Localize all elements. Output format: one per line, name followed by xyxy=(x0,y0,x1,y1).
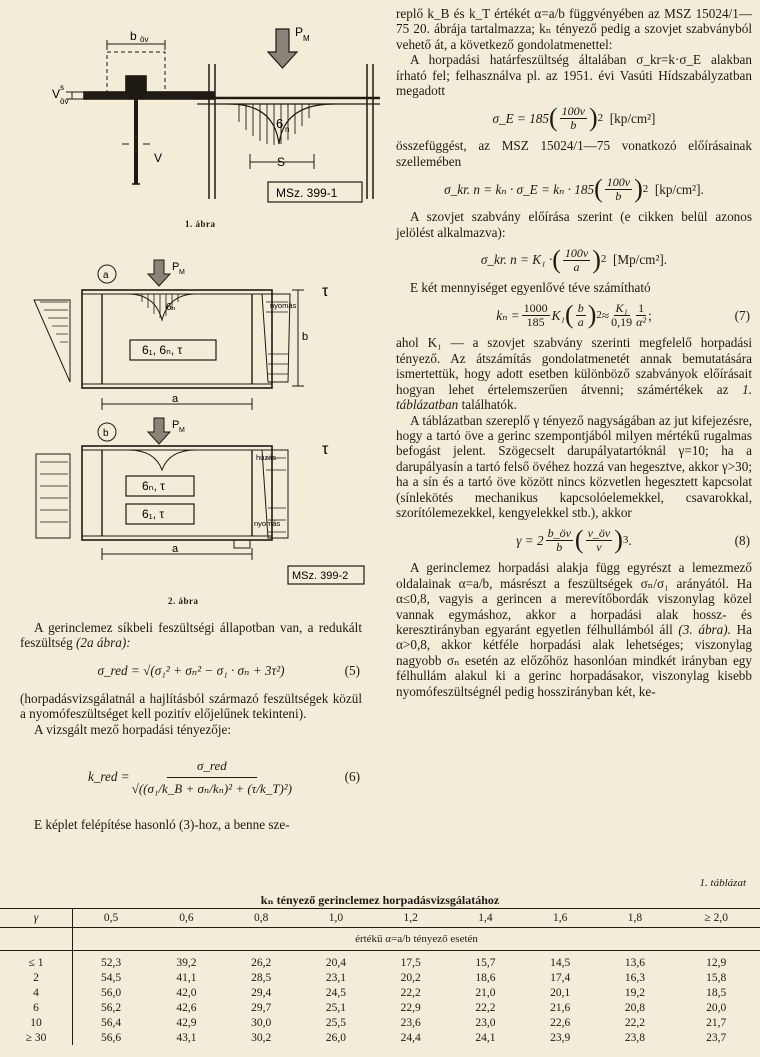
equation-skrn: σ_kr. n = kₙ · σ_E = kₙ · 185 ( $\frac{100v}{b}$ ) 2 [kp/cm²]. xyxy=(444,174,704,204)
eq7-approx: ≈ xyxy=(601,307,610,323)
table-cell: 13,6 xyxy=(624,956,646,969)
table-cell: 30,2 xyxy=(251,1031,272,1044)
table-cell: 41,1 xyxy=(176,971,197,984)
table-cell: 30,0 xyxy=(251,1016,272,1029)
fig1-pm: P xyxy=(295,25,304,39)
table-cell: 23,9 xyxy=(550,1031,571,1044)
table-gamma-cell: 6 xyxy=(0,1000,73,1015)
eq8-f2d: v xyxy=(596,539,602,554)
eqK-num: 100v xyxy=(606,174,631,189)
table-cell: 22,9 xyxy=(400,1001,421,1014)
eq7-f2d: a xyxy=(577,314,584,329)
table-alpha-header: 1,6 xyxy=(523,909,598,928)
table-cell: 42,6 xyxy=(176,1001,197,1014)
eqK-unit: [kp/cm²]. xyxy=(654,181,704,197)
fig1-v-sup: s xyxy=(60,83,64,92)
eq7-f4n: 1 xyxy=(638,300,645,315)
table-cell: 18,5 xyxy=(706,986,727,999)
eq7-f3n: K₁ xyxy=(615,300,628,315)
right-p6-ref: 1. táblázatban xyxy=(396,381,752,413)
kn-table xyxy=(0,908,760,1045)
fig2-sigma-n-a: 6ₙ xyxy=(166,302,176,313)
eq7-f3d: 0,19 xyxy=(611,314,633,329)
fig2-box-b1: 6ₙ, τ xyxy=(142,479,165,493)
right-p1: replő k_B és k_T értékét α=a/b függvényében az MSZ 15024/1—75 20. ábrája tartalmazza; kₙ tényező pedig a szovjet szabványból vehető át, a következő gondolatmenettel: xyxy=(396,6,752,52)
table-row xyxy=(0,1000,760,1015)
eqS-unit: [Mp/cm²]. xyxy=(612,252,668,268)
eqS-num: 100v xyxy=(564,245,589,260)
table-cell: 56,6 xyxy=(100,1031,122,1044)
table-title: kₙ tényező gerinclemez horpadásvizsgálatához xyxy=(260,893,500,907)
fig2-nyomas-a: nyomás xyxy=(270,301,297,310)
table-cell: 18,6 xyxy=(475,971,496,984)
fig2-tau-b: τ xyxy=(322,441,329,458)
table-cell: 17,5 xyxy=(400,956,421,969)
table-gamma-cell: ≥ 30 xyxy=(0,1030,73,1045)
table-row xyxy=(0,970,760,985)
table-cell: 23,1 xyxy=(325,971,347,984)
figure-1 xyxy=(14,4,380,204)
table-cell: 14,5 xyxy=(550,956,571,969)
eq6-number: (6) xyxy=(344,769,360,785)
table-gamma-cell: 4 xyxy=(0,985,73,1000)
table-cell: 24,1 xyxy=(475,1031,496,1044)
table-cell: 22,2 xyxy=(624,1016,646,1029)
fig1-caption: 1. ábra xyxy=(185,219,216,229)
eq7-f2n: b xyxy=(577,300,584,315)
left-p4: E képlet felépítése hasonló (3)-hoz, a benne sze- xyxy=(34,817,290,833)
table-cell: 56,2 xyxy=(100,1001,122,1014)
table-gamma-cell: 10 xyxy=(0,1015,73,1030)
table-cell: 20,8 xyxy=(624,1001,646,1014)
eq6-lhs: k_red = xyxy=(87,769,130,785)
fig2-b-label: b xyxy=(302,331,309,343)
table-cell: 24,5 xyxy=(325,986,347,999)
right-p4: A szovjet szabvány előírása szerint (e cikken belül azonos jelölést alkalmazva): xyxy=(396,209,752,240)
table-alpha-header: 1,8 xyxy=(598,909,673,928)
table-alpha-header: 1,2 xyxy=(373,909,448,928)
table-cell: 52,3 xyxy=(100,956,122,969)
table-alpha-header: 1,4 xyxy=(448,909,523,928)
eq7-f1d: 185 xyxy=(526,314,545,329)
table-cell: 42,0 xyxy=(176,986,197,999)
right-p3: összefüggést, az MSZ 15024/1—75 vonatkozó előírásainak szellemében xyxy=(396,138,752,169)
table-cell: 29,4 xyxy=(251,986,272,999)
equation-8: γ = 2 $\frac{b\_öv}{b}$ ( $\frac{v\_öv}{v}$ ) 3 . (8) xyxy=(516,525,750,555)
eq7-lhs: kₙ = xyxy=(496,307,520,323)
fig2-circ-a: a xyxy=(103,270,109,281)
eqE-unit: [kp/cm²] xyxy=(609,110,656,126)
right-p8-ref: (3. ábra). xyxy=(678,621,731,637)
fig2-nyomas-b: nyomás xyxy=(254,519,281,528)
fig2-pm-b: P xyxy=(172,419,180,431)
fig1-v-sub: öv xyxy=(60,97,69,106)
right-p6-end: találhatók. xyxy=(458,397,517,413)
right-p7: A táblázatban szereplő γ tényező nagyságában az jut kifejezésre, hogy a tartó öve a gerinc szempontjából milyen mértékű rugalmas befogást jelent. Szögecselt darupályatartóknál γ=10; ha a darupályasín a tartó felső övéhez hozzá van hegesztve, akkor γ>30; ha a sín és a tartó öve között nincs közvetlen hegesztett kapcsolat (sínlekötés mechanikus kapcsolóelemekkel, csavarokkal, szorítólemezekkel, kengyelekkel stb.), akkor xyxy=(396,412,752,520)
right-p8: A gerinclemez horpadási alakja függ egyrészt a lemezmező oldalainak α=a/b, másrészt a feszültségek σₙ/σ₁ arányától. Ha α≤0,8, vagyis a gerincen a merevítőbordák viszonylag közel vannak egymáshoz, akkor a horpadási alak hossz- és keresztirányban egyaránt egyetlen félhullámból áll xyxy=(396,560,752,637)
table-header-row xyxy=(0,909,760,928)
equation-7: kₙ = $\frac{1000}{185}$ K₁ ( $\frac{b}{a}$ ) 2 ≈ $\frac{\text{K₁}}{0,19}$ $\frac{1}{\text{α²}}$ ; (7) xyxy=(496,300,750,330)
table-cell: 20,0 xyxy=(706,1001,727,1014)
figure-2 xyxy=(30,258,370,588)
right-p8b: Ha α>0,8, akkor kétféle horpadási alak lehetséges; viszonylag nagyobb σₙ esetén az előzőhöz hasonlóan mindkét irányban egy félhullám alakul ki a gerinc horpadásakor, viszonylag kisebb nyomófeszültségnél pedig hosszirányban két, ke- xyxy=(396,621,752,699)
fig2-caption: 2. ábra xyxy=(168,596,199,606)
table-row xyxy=(0,985,760,1000)
table-cell: 56,0 xyxy=(100,986,122,999)
fig2-std: MSz. 399-2 xyxy=(292,570,349,582)
equation-sigmaE: σ_E = 185 ( $\frac{100v}{b}$ ) 2 [kp/cm²] xyxy=(492,103,656,133)
fig1-b-label: b xyxy=(130,29,137,43)
right-p6: ahol K₁ — a szovjet szabvány szerinti megfelelő horpadási tényező. Az átszámítás gondolatmenetét annak bemutatására ismertettük, hogy adott esetben különböző szabványok előírásait hogyan lehet értelemszerűen átvenni; számértékek az xyxy=(396,335,752,397)
eq6-numerator: σ_red xyxy=(167,755,257,778)
right-column xyxy=(396,6,752,699)
table-cell: 17,4 xyxy=(550,971,571,984)
table-cell: 21,6 xyxy=(550,1001,571,1014)
table-cell: 28,5 xyxy=(251,971,272,984)
table-subheader-row xyxy=(0,928,760,951)
table-cell: 15,7 xyxy=(475,956,496,969)
left-p1: A gerinclemez síkbeli feszültségi állapotban van, a redukált feszültség xyxy=(20,620,362,651)
table-cell: 15,8 xyxy=(706,971,727,984)
right-p5: E két mennyiséget egyenlővé téve számítható xyxy=(410,280,651,296)
left-p3: A vizsgált mező horpadási tényezője: xyxy=(34,721,232,737)
equation-6 xyxy=(20,742,362,812)
fig1-std: MSz. 399-1 xyxy=(276,186,338,200)
fig2-pm-b-sub: M xyxy=(179,427,185,434)
fig2-box-a: 6₁, 6ₙ, τ xyxy=(142,343,183,357)
table-cell: 43,1 xyxy=(176,1031,197,1044)
eq6-denominator: √((σ₁/k_B + σₙ/kₙ)² + (τ/k_T)²) xyxy=(131,780,293,796)
table-cell: 22,2 xyxy=(400,986,421,999)
table-subheader: értékű α=a/b tényező esetén xyxy=(73,928,760,951)
table-gamma-cell: ≤ 1 xyxy=(0,951,73,971)
eq8-f1n: b_öv xyxy=(547,525,571,540)
fig2-pm-a: P xyxy=(172,261,180,273)
table-gamma-header: γ xyxy=(0,909,73,928)
table-cell: 42,9 xyxy=(176,1016,197,1029)
table-cell: 20,2 xyxy=(400,971,421,984)
left-p1-ref: (2a ábra): xyxy=(76,635,131,651)
table-cell: 12,9 xyxy=(706,956,727,969)
eqS-den: a xyxy=(573,259,580,274)
eqK-den: b xyxy=(615,188,622,203)
fig2-pm-a-sub: M xyxy=(179,269,185,276)
fig2-a-label-b: a xyxy=(172,543,179,555)
table-cell: 16,3 xyxy=(624,971,646,984)
left-p2: (horpadásvizsgálatnál a hajlításból származó feszültségek közül a nyomófeszültséget kell pozitív előjelűnek tekinteni). xyxy=(20,690,362,722)
fig2-circ-b: b xyxy=(103,428,109,439)
table-row xyxy=(0,951,760,971)
table-cell: 20,1 xyxy=(550,986,571,999)
eq7-f1n: 1000 xyxy=(523,300,548,315)
table-cell: 26,0 xyxy=(325,1031,347,1044)
table-cell: 22,2 xyxy=(475,1001,496,1014)
eq7-k1: K₁ xyxy=(551,307,566,323)
eq8-f2n: v_öv xyxy=(587,525,611,540)
eqE-lhs: σ_E = 185 xyxy=(492,110,549,126)
fig1-b-sub: öv xyxy=(140,35,149,44)
table-cell: 23,8 xyxy=(624,1031,646,1044)
table-cell: 23,7 xyxy=(706,1031,727,1044)
fig2-huzas-b: húzás xyxy=(256,453,277,462)
fig2-tau-a: τ xyxy=(322,283,329,300)
equation-sov: σ_kr. n = K₁ · ( $\frac{100v}{a}$ ) 2 [Mp/cm²]. xyxy=(480,245,668,275)
eq5-number: (5) xyxy=(344,663,360,679)
eqE-num: 100v xyxy=(561,103,585,118)
fig2-a-label-a: a xyxy=(172,393,179,405)
table-row xyxy=(0,1030,760,1045)
eqE-den: b xyxy=(570,117,577,132)
eq8-number: (8) xyxy=(734,532,750,548)
table-alpha-header: 1,0 xyxy=(299,909,374,928)
table-cell: 26,2 xyxy=(251,956,272,969)
table-cell: 29,7 xyxy=(251,1001,272,1014)
table-cell: 54,5 xyxy=(100,971,122,984)
fig1-v-label: V xyxy=(52,87,61,101)
table-cell: 20,4 xyxy=(325,956,347,969)
eqS-lhs: σ_kr. n = K₁ · xyxy=(480,252,553,268)
table-alpha-header: 0,5 xyxy=(73,909,150,928)
table-cell: 25,1 xyxy=(325,1001,347,1014)
equation-5 xyxy=(20,656,362,686)
table-label: 1. táblázat xyxy=(699,877,746,889)
table-cell: 39,2 xyxy=(176,956,197,969)
fig1-sigma: 6 xyxy=(276,116,284,131)
fig1-pm-sub: M xyxy=(303,34,310,43)
table-alpha-header: 0,8 xyxy=(224,909,299,928)
table-alpha-header: 0,6 xyxy=(149,909,224,928)
eq7-number: (7) xyxy=(734,307,750,323)
fig1-v-web: V xyxy=(154,151,163,165)
table-cell: 19,2 xyxy=(624,986,646,999)
fig1-sigma-sub: n xyxy=(285,125,290,134)
left-column xyxy=(20,620,362,832)
table-row xyxy=(0,1015,760,1030)
table-cell: 23,0 xyxy=(475,1016,496,1029)
table-cell: 23,6 xyxy=(400,1016,421,1029)
eq8-lhs: γ = 2 xyxy=(516,532,544,548)
eq7-f4d: α² xyxy=(636,314,647,329)
right-p2: A horpadási határfeszültség általában σ_kr=k·σ_E alakban írható fel; felhasználva pl. az 1951. évi Vasúti Hídszabályzatban megadott xyxy=(396,52,752,99)
table-cell: 56,4 xyxy=(100,1016,122,1029)
table-alpha-header: ≥ 2,0 xyxy=(672,909,760,928)
table-cell: 21,7 xyxy=(706,1016,727,1029)
fig2-box-b2: 6₁, τ xyxy=(142,507,165,521)
table-cell: 24,4 xyxy=(400,1031,421,1044)
fig1-s-label: S xyxy=(277,155,286,169)
eq5-body: σ_red = √(σ₁² + σₙ² − σ₁ · σₙ + 3τ²) xyxy=(97,663,285,679)
table-cell: 22,6 xyxy=(550,1016,571,1029)
eqK-lhs: σ_kr. n = kₙ · σ_E = kₙ · 185 xyxy=(444,181,595,197)
eq8-f1d: b xyxy=(556,539,563,554)
table-cell: 21,0 xyxy=(475,986,496,999)
table-gamma-cell: 2 xyxy=(0,970,73,985)
table-cell: 25,5 xyxy=(325,1016,347,1029)
